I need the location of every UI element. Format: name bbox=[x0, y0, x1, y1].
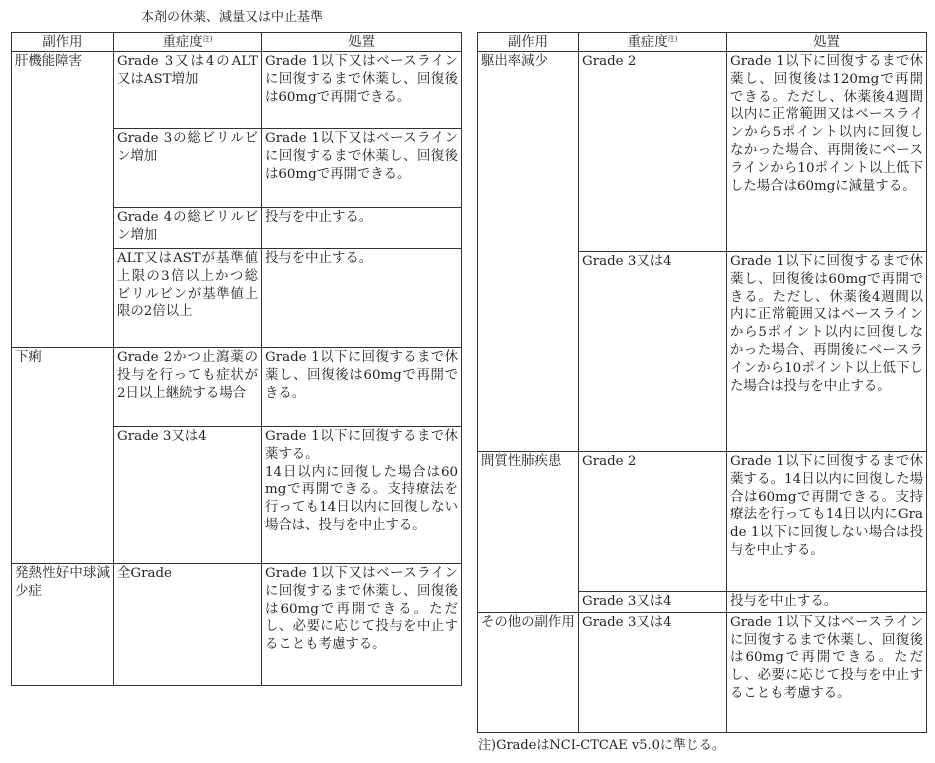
severity-cell: Grade 3又は4 bbox=[579, 592, 727, 613]
header-severity: 重症度$^{注)}$ bbox=[579, 33, 727, 52]
severity-cell: Grade 4の総ビリルビン増加 bbox=[114, 208, 262, 249]
action-cell: Grade 1以下又はベースラインに回復するまで休薬し、回復後は60mgで再開できる。 bbox=[262, 52, 462, 129]
severity-cell: Grade 3又は4 bbox=[114, 427, 262, 564]
table-row bbox=[478, 252, 927, 452]
footnote-mark: 注) bbox=[667, 34, 678, 43]
header-action: 処置 bbox=[262, 33, 462, 52]
table-row bbox=[478, 452, 927, 592]
action-cell: 投与を中止する。 bbox=[262, 208, 462, 249]
table-caption: 本剤の休薬、減量又は中止基準 bbox=[140, 10, 323, 25]
action-cell: Grade 1以下に回復するまで休薬し、回復後は60mgで再開できる。ただし、休薬後4週間以内に正常範囲又はベースラインから5ポイント以内に回復しなかった場合、再開後にベースラインから10ポイント以上低下した場合は投与を中止する。 bbox=[727, 252, 927, 452]
action-cell: Grade 1以下に回復するまで休薬する。14日以内に回復した場合は60mgで再開できる。支持療法を行っても14日以内にGrade 1以下に回復しない場合は投与を中止する。 bbox=[727, 452, 927, 592]
severity-cell: 全Grade bbox=[114, 564, 262, 686]
severity-cell: Grade 2 bbox=[579, 52, 727, 252]
table-row bbox=[12, 348, 462, 427]
effect-cell bbox=[12, 249, 114, 348]
effect-cell bbox=[12, 208, 114, 249]
action-cell: Grade 1以下又はベースラインに回復するまで休薬し、回復後は60mgで再開できる。ただし、必要に応じて投与を中止することも考慮する。 bbox=[262, 564, 462, 686]
action-cell: Grade 1以下又はベースラインに回復するまで休薬し、回復後は60mgで再開できる。ただし、必要に応じて投与を中止することも考慮する。 bbox=[727, 612, 927, 732]
action-cell: 投与を中止する。 bbox=[262, 249, 462, 348]
dose-criteria-table-left bbox=[11, 32, 462, 686]
action-cell: Grade 1以下又はベースラインに回復するまで休薬し、回復後は60mgで再開できる。 bbox=[262, 129, 462, 208]
action-cell: Grade 1以下に回復するまで休薬し、回復後は60mgで再開できる。 bbox=[262, 348, 462, 427]
effect-cell bbox=[12, 427, 114, 564]
footnote: 注)GradeはNCI-CTCAE v5.0に準じる。 bbox=[478, 738, 725, 753]
severity-cell: Grade 3の総ビリルビン増加 bbox=[114, 129, 262, 208]
header-severity: 重症度$^{注)}$ bbox=[114, 33, 262, 52]
severity-cell: ALT又はASTが基準値上限の3倍以上かつ総ビリルビンが基準値上限の2倍以上 bbox=[114, 249, 262, 348]
severity-cell: Grade 3又は4 bbox=[579, 252, 727, 452]
table-header-row bbox=[12, 33, 462, 52]
table-row bbox=[12, 52, 462, 129]
table-row bbox=[478, 52, 927, 252]
action-cell: 投与を中止する。 bbox=[727, 592, 927, 613]
header-adverse-effect: 副作用 bbox=[12, 33, 114, 52]
severity-cell: Grade 3又は4のALT又はAST増加 bbox=[114, 52, 262, 129]
header-adverse-effect: 副作用 bbox=[478, 33, 579, 52]
table-row bbox=[12, 564, 462, 686]
severity-cell: Grade 2かつ止瀉薬の投与を行っても症状が2日以上継続する場合 bbox=[114, 348, 262, 427]
table-row bbox=[12, 427, 462, 564]
effect-cell bbox=[12, 129, 114, 208]
table-row bbox=[12, 129, 462, 208]
action-cell: Grade 1以下に回復するまで休薬する。 14日以内に回復した場合は60mgで再開できる。支持療法を行っても14日以内に回復しない場合は、投与を中止する。 bbox=[262, 427, 462, 564]
severity-cell: Grade 2 bbox=[579, 452, 727, 592]
effect-cell: 肝機能障害 bbox=[12, 52, 114, 129]
header-action: 処置 bbox=[727, 33, 927, 52]
table-row bbox=[478, 612, 927, 732]
action-cell: Grade 1以下に回復するまで休薬し、回復後は120mgで再開できる。ただし、休薬後4週間以内に正常範囲又はベースラインから5ポイント以内に回復しなかった場合、再開後にベースラインから10ポイント以上低下した場合は60mgに減量する。 bbox=[727, 52, 927, 252]
table-header-row bbox=[478, 33, 927, 52]
severity-cell: Grade 3又は4 bbox=[579, 612, 727, 732]
table-row bbox=[478, 592, 927, 613]
effect-cell: 駆出率減少 bbox=[478, 52, 579, 252]
effect-cell: 間質性肺疾患 bbox=[478, 452, 579, 592]
effect-cell: その他の副作用 bbox=[478, 612, 579, 732]
dose-criteria-table-right bbox=[477, 32, 927, 733]
effect-cell bbox=[478, 592, 579, 613]
table-row bbox=[12, 208, 462, 249]
effect-cell: 下痢 bbox=[12, 348, 114, 427]
effect-cell: 発熱性好中球減少症 bbox=[12, 564, 114, 686]
footnote-mark: 注) bbox=[202, 34, 213, 43]
table-row bbox=[12, 249, 462, 348]
effect-cell bbox=[478, 252, 579, 452]
